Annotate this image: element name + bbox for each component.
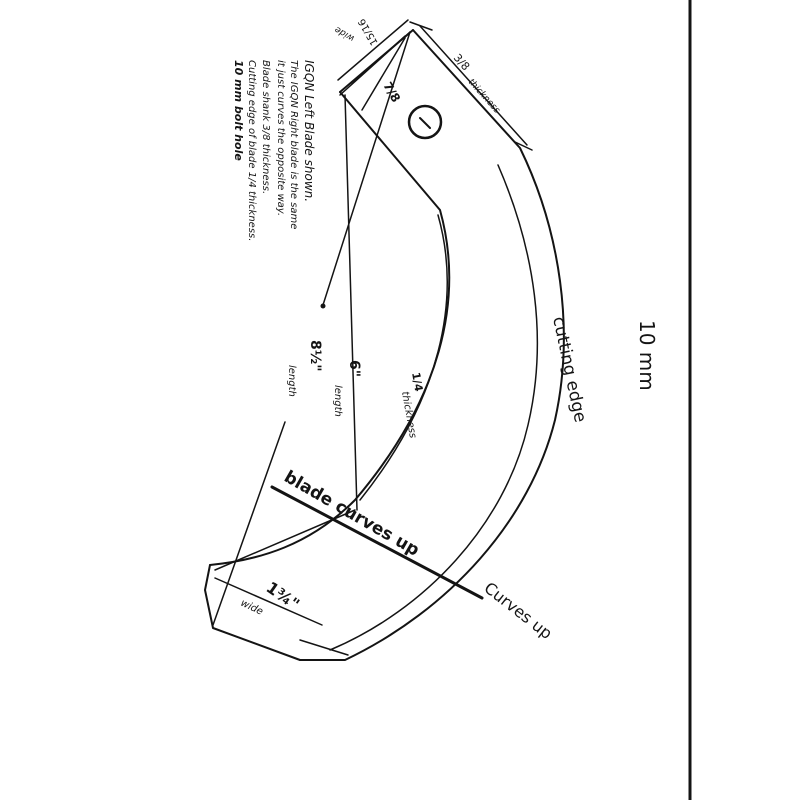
label-top-width-word: wide <box>333 23 357 44</box>
label-curves-up: Curves up <box>480 578 557 643</box>
label-edge-thickness: 1/4 <box>409 371 426 393</box>
blade-cutting-edge-line <box>330 165 537 650</box>
label-edge-thickness-word: thickness <box>399 390 419 440</box>
label-bottom-width: 1¾" <box>262 577 304 614</box>
label-top-thickness-word: thickness <box>465 77 502 116</box>
label-top-width: 15/16 <box>356 16 381 47</box>
dim-edge-thickness-curve <box>360 215 447 500</box>
note-line-4: Blade shank 3/8 thickness. <box>260 60 271 195</box>
curves-up-line <box>272 487 482 598</box>
label-length-6: 6" <box>346 360 362 378</box>
label-hole-offset: 7/8 <box>380 79 404 105</box>
label-blade-curves-up: blade curves up <box>280 467 423 561</box>
blade-outer-curve <box>300 30 564 660</box>
dim-bottom-width-line-b <box>300 640 348 655</box>
label-length-8-word: length <box>286 365 297 397</box>
note-line-6: 10 mm bolt hole <box>232 60 245 161</box>
label-length-6-word: length <box>332 385 343 417</box>
label-length-8: 8½" <box>307 340 323 372</box>
notes-block <box>232 60 316 241</box>
note-line-2: The IGQN Right blade is the same <box>288 60 299 230</box>
note-line-5: Cutting edge of blade 1/4 thickness. <box>246 60 257 242</box>
note-line-3: it just curves the opposite way. <box>275 60 286 217</box>
dim-top-thickness-tick-a <box>410 22 432 30</box>
label-bottom-width-word: wide <box>238 597 265 618</box>
label-top-thickness: 3/8 <box>450 51 473 74</box>
bolt-hole-mark <box>420 118 430 128</box>
note-line-1: IGQN Left Blade shown. <box>302 60 316 203</box>
dim-anchor-dot <box>321 304 326 309</box>
dim-length-8-line-a <box>323 32 410 305</box>
label-bolt-size: 10 mm <box>635 320 659 391</box>
label-cutting-edge: cutting edge <box>548 314 591 425</box>
dim-length-6-line <box>345 95 357 510</box>
